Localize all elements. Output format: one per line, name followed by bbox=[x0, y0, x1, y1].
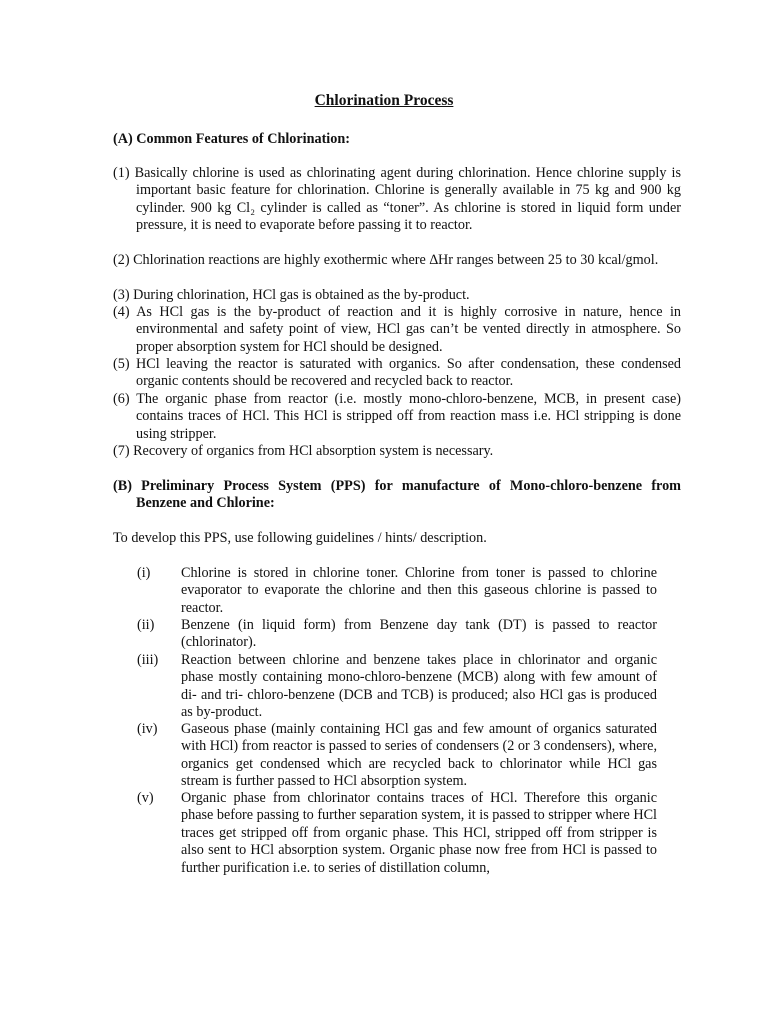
item-text: Gaseous phase (mainly containing HCl gas and few amount of organics saturated with HCl) from reactor is passed to series of condensers (2 or 3 condensers), where, organics get condensed which are recycled back to chlorinator while HCl gas stream is further passed to HCl absorption system. bbox=[181, 721, 657, 790]
item-number: (iv) bbox=[137, 721, 158, 737]
section-a-item-1: (1) Basically chlorine is used as chlorinating agent during chlorination. Hence chlorine supply is important basic feature for chlorination. Chlorine is generally available in 75 kg and 900 kg cylinder. 900 kg Cl₂ cylinder is called as “toner”. As chlorine is stored in liquid form under pressure, it is need to evaporate before passing it to reactor. bbox=[113, 165, 681, 234]
section-a-item-4: (4) As HCl gas is the by-product of reaction and it is highly corrosive in nature, hence in environmental and safety point of view, HCl gas can’t be vented directly in atmosphere. So proper absorption system for HCl should be designed. bbox=[113, 304, 681, 355]
item-number: (v) bbox=[137, 790, 154, 806]
page-title: Chlorination Process bbox=[314, 92, 454, 109]
item-number: (i) bbox=[137, 565, 151, 581]
section-a-item-2: (2) Chlorination reactions are highly exothermic where ∆Hr ranges between 25 to 30 kcal/gmol. bbox=[113, 252, 659, 268]
section-b-intro: To develop this PPS, use following guidelines / hints/ description. bbox=[113, 530, 487, 546]
section-a-item-7: (7) Recovery of organics from HCl absorption system is necessary. bbox=[113, 443, 494, 459]
item-text: Reaction between chlorine and benzene takes place in chlorinator and organic phase mostly containing mono-chloro-benzene (MCB) along with few amount of di- and tri- chloro-benzene (DCB and TCB) is produced; also HCl gas is produced as by-product. bbox=[181, 652, 657, 721]
item-number: (iii) bbox=[137, 652, 159, 668]
section-a-heading: (A) Common Features of Chlorination: bbox=[113, 131, 350, 147]
section-b-heading: (B) Preliminary Process System (PPS) for manufacture of Mono-chloro-benzene from Benzene and Chlorine: bbox=[113, 478, 681, 512]
section-a-item-5: (5) HCl leaving the reactor is saturated with organics. So after condensation, these condensed organic contents should be recovered and recycled back to reactor. bbox=[113, 356, 681, 390]
item-text: Benzene (in liquid form) from Benzene day tank (DT) is passed to reactor (chlorinator). bbox=[181, 617, 657, 651]
section-a-item-6: (6) The organic phase from reactor (i.e. mostly mono-chloro-benzene, MCB, in present case) contains traces of HCl. This HCl is stripped off from reaction mass i.e. HCl stripping is done using stripper. bbox=[113, 391, 681, 442]
item-text: Organic phase from chlorinator contains traces of HCl. Therefore this organic phase before passing to further separation system, it is passed to stripper where HCl traces get stripped off from organic phase. This HCl, stripped off from stripper is also sent to HCl absorption system. Organic phase now free from HCl is passed to further purification i.e. to series of distillation column, bbox=[181, 790, 657, 876]
section-a-item-3: (3) During chlorination, HCl gas is obtained as the by-product. bbox=[113, 287, 470, 303]
item-number: (ii) bbox=[137, 617, 155, 633]
item-text: Chlorine is stored in chlorine toner. Chlorine from toner is passed to chlorine evaporator to evaporate the chlorine and then this gaseous chlorine is passed to reactor. bbox=[181, 565, 657, 616]
